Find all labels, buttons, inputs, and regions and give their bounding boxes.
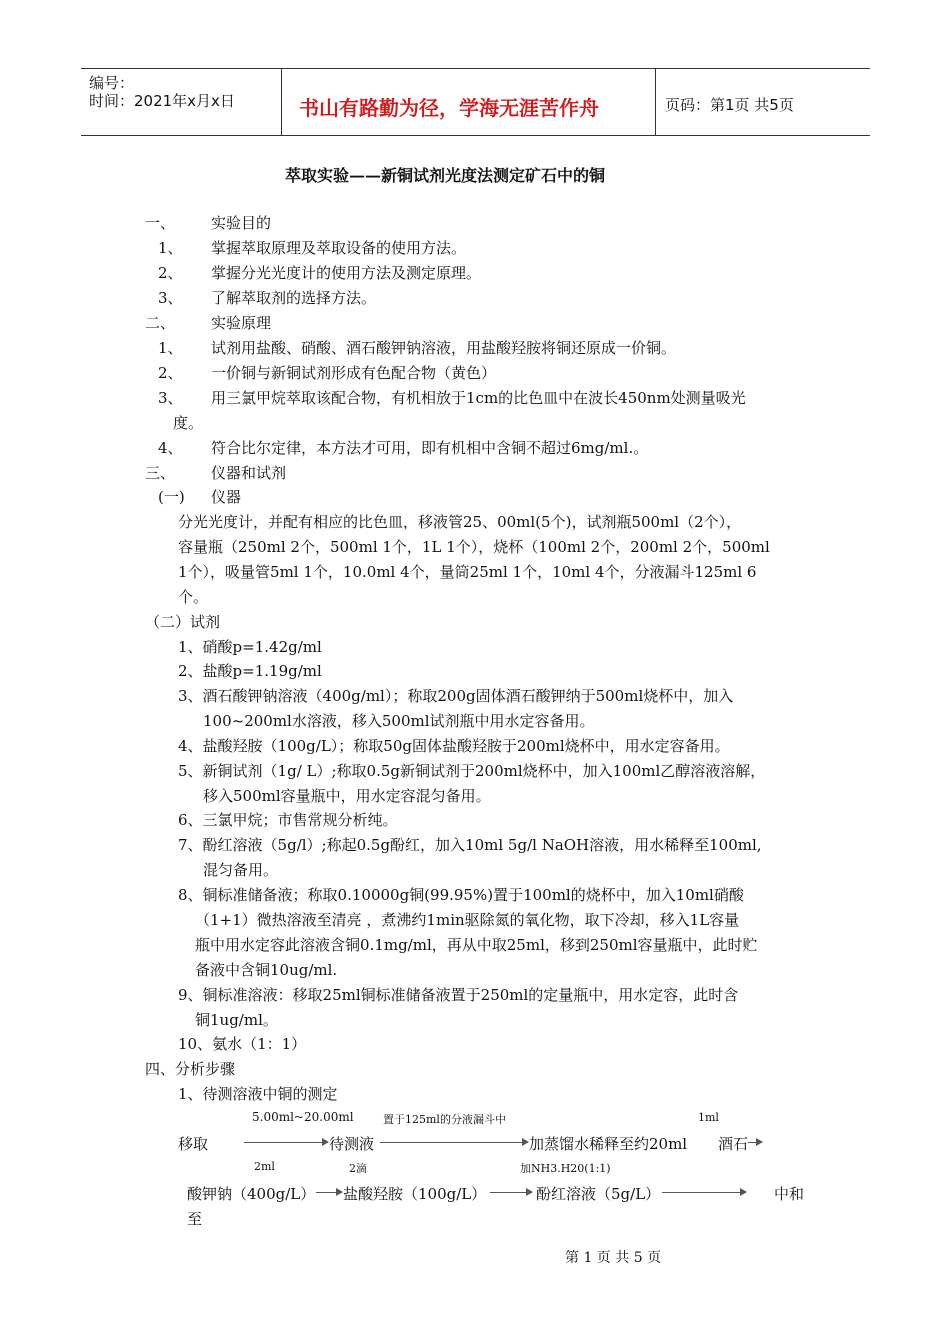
flow-step-label: 5.00ml~20.00ml [252,1110,354,1124]
flow-step-label: 2滴 [349,1162,367,1175]
page-footer: 第 1 页 共 5 页 [565,1250,662,1266]
list-item: 掌握分光光度计的使用方法及测定原理。 [211,264,482,282]
reagent-line: 3、酒石酸钾钠溶液（400g/ml）；称取200g固体酒石酸钾纳于500ml烧杯中，加入 [178,687,734,705]
flow-arrow [316,1192,342,1193]
section-2-number: 二、 [145,314,176,332]
flow-step: 酚红溶液（5g/L） [536,1185,661,1203]
list-item: 一价铜与新铜试剂形成有色配合物（黄色） [211,364,497,382]
reagent-line: 铜1ug/ml。 [195,1011,278,1029]
reagent-line: 混匀备用。 [203,861,279,879]
reagent-line: 100~200ml水溶液，移入500ml试剂瓶中用水定容备用。 [203,712,595,730]
reagent-line: 8、铜标准储备液；称取0.10000g铜(99.95%)置于100ml的烧杯中，加入10ml硝酸 [178,886,744,904]
flow-step: 待测液 [329,1135,375,1153]
reagent-line: （1+1）微热溶液至清亮 ，煮沸约1min驱除氮的氧化物，取下冷却，移入1L容量 [195,911,740,929]
flow-step-label: 1ml [698,1111,719,1124]
paragraph-line: 1个），吸量管5ml 1个，10.0ml 4个，量筒25ml 1个，10ml 4个，分液漏斗125ml 6 [178,563,757,581]
flow-arrow [244,1142,328,1143]
subsection-1-number: (一) [158,488,185,506]
section-1-title: 实验目的 [211,214,272,232]
list-item: 掌握萃取原理及萃取设备的使用方法。 [211,239,467,257]
header-divider-1 [281,68,282,136]
reagent-line: 移入500ml容量瓶中，用水定容混匀备用。 [203,787,491,805]
subsection-2-title: （二）试剂 [145,613,221,631]
flow-arrow [380,1142,528,1143]
flow-arrow [662,1192,746,1193]
flow-step: 酸钾钠（400g/L） [187,1185,316,1203]
doc-number-label: 编号： [89,74,135,92]
flow-step: 酒石 [718,1135,749,1153]
list-item: 了解萃取剂的选择方法。 [211,289,377,307]
page-title: 萃取实验——新铜试剂光度法测定矿石中的铜 [285,166,606,185]
section-1-number: 一、 [145,214,176,232]
reagent-line: 7、酚红溶液（5g/l）;称起0.5g酚红，加入10ml 5g/l NaOH溶液，用水稀释至100ml, [178,836,762,854]
paragraph-line: 容量瓶（250ml 2个，500ml 1个，1L 1个），烧杯（100ml 2个，200ml 2个，500ml [178,538,770,556]
flow-step: 盐酸羟胺（100g/L） [343,1185,487,1203]
list-item-number: 4、 [158,439,183,457]
reagent-line: 10、氨水（1：1） [178,1035,307,1053]
flow-step-label: 2ml [254,1160,275,1173]
header-bottom-border [81,135,870,136]
section-2-title: 实验原理 [211,314,272,332]
paragraph-line: 分光光度计，并配有相应的比色皿，移液管25、00ml(5个)，试剂瓶500ml（2个）， [178,513,742,531]
reagent-line: 瓶中用水定容此溶液含铜0.1mg/ml，再从中取25ml，移到250ml容量瓶中，此时贮 [195,936,758,954]
subsection-4-1-title: 1、待测溶液中铜的测定 [178,1085,338,1103]
paragraph-line: 个。 [178,588,209,606]
reagent-line: 2、盐酸p=1.19g/ml [178,662,322,680]
doc-time-label: 时间：2021年x月x日 [89,92,235,110]
flow-step: 加蒸馏水稀释至约20ml [529,1135,688,1153]
header-top-border [81,68,870,69]
list-item: 用三氯甲烷萃取该配合物，有机相放于1cm的比色皿中在波长450nm处测量吸光 [211,389,746,407]
section-3-number: 三、 [145,464,176,482]
list-item-continuation: 度。 [173,414,204,432]
list-item-number: 3、 [158,289,183,307]
reagent-line: 9、铜标准溶液：移取25ml铜标准储备液置于250ml的定量瓶中，用水定容，此时含 [178,986,739,1004]
flow-arrow [490,1192,532,1193]
list-item-number: 2、 [158,264,183,282]
flow-step-label: 置于125ml的分液漏斗中 [383,1113,506,1126]
reagent-line: 1、硝酸p=1.42g/ml [178,638,322,656]
flow-arrow [748,1142,762,1143]
reagent-line: 4、盐酸羟胺（100g/L）；称取50g固体盐酸羟胺于200ml烧杯中，用水定容备用。 [178,737,730,755]
section-3-title: 仪器和试剂 [211,464,287,482]
header-page-info: 页码：第1页 共5页 [665,96,794,114]
subsection-1-title: 仪器 [211,488,242,506]
list-item: 试剂用盐酸、硝酸、酒石酸钾钠溶液，用盐酸羟胺将铜还原成一价铜。 [211,339,677,357]
reagent-line: 5、新铜试剂（1g/ L）;称取0.5g新铜试剂于200ml烧杯中，加入100ml乙醇溶液溶解， [178,762,766,780]
list-item-number: 3、 [158,389,183,407]
list-item-number: 2、 [158,364,183,382]
flow-step: 中和 [774,1185,805,1203]
reagent-line: 备液中含铜10ug/ml. [195,961,338,979]
list-item-number: 1、 [158,339,183,357]
flow-step: 至 [187,1210,203,1228]
header-motto: 书山有路勤为径，学海无涯苦作舟 [299,96,599,120]
reagent-line: 6、三氯甲烷；市售常规分析纯。 [178,811,398,829]
flow-step: 移取 [178,1135,209,1153]
flow-step-label: 加NH3.H20(1:1) [520,1162,611,1175]
section-4-title: 四、分析步骤 [145,1060,236,1078]
list-item: 符合比尔定律，本方法才可用，即有机相中含铜不超过6mg/ml.。 [211,439,649,457]
list-item-number: 1、 [158,239,183,257]
header-divider-2 [655,68,656,136]
